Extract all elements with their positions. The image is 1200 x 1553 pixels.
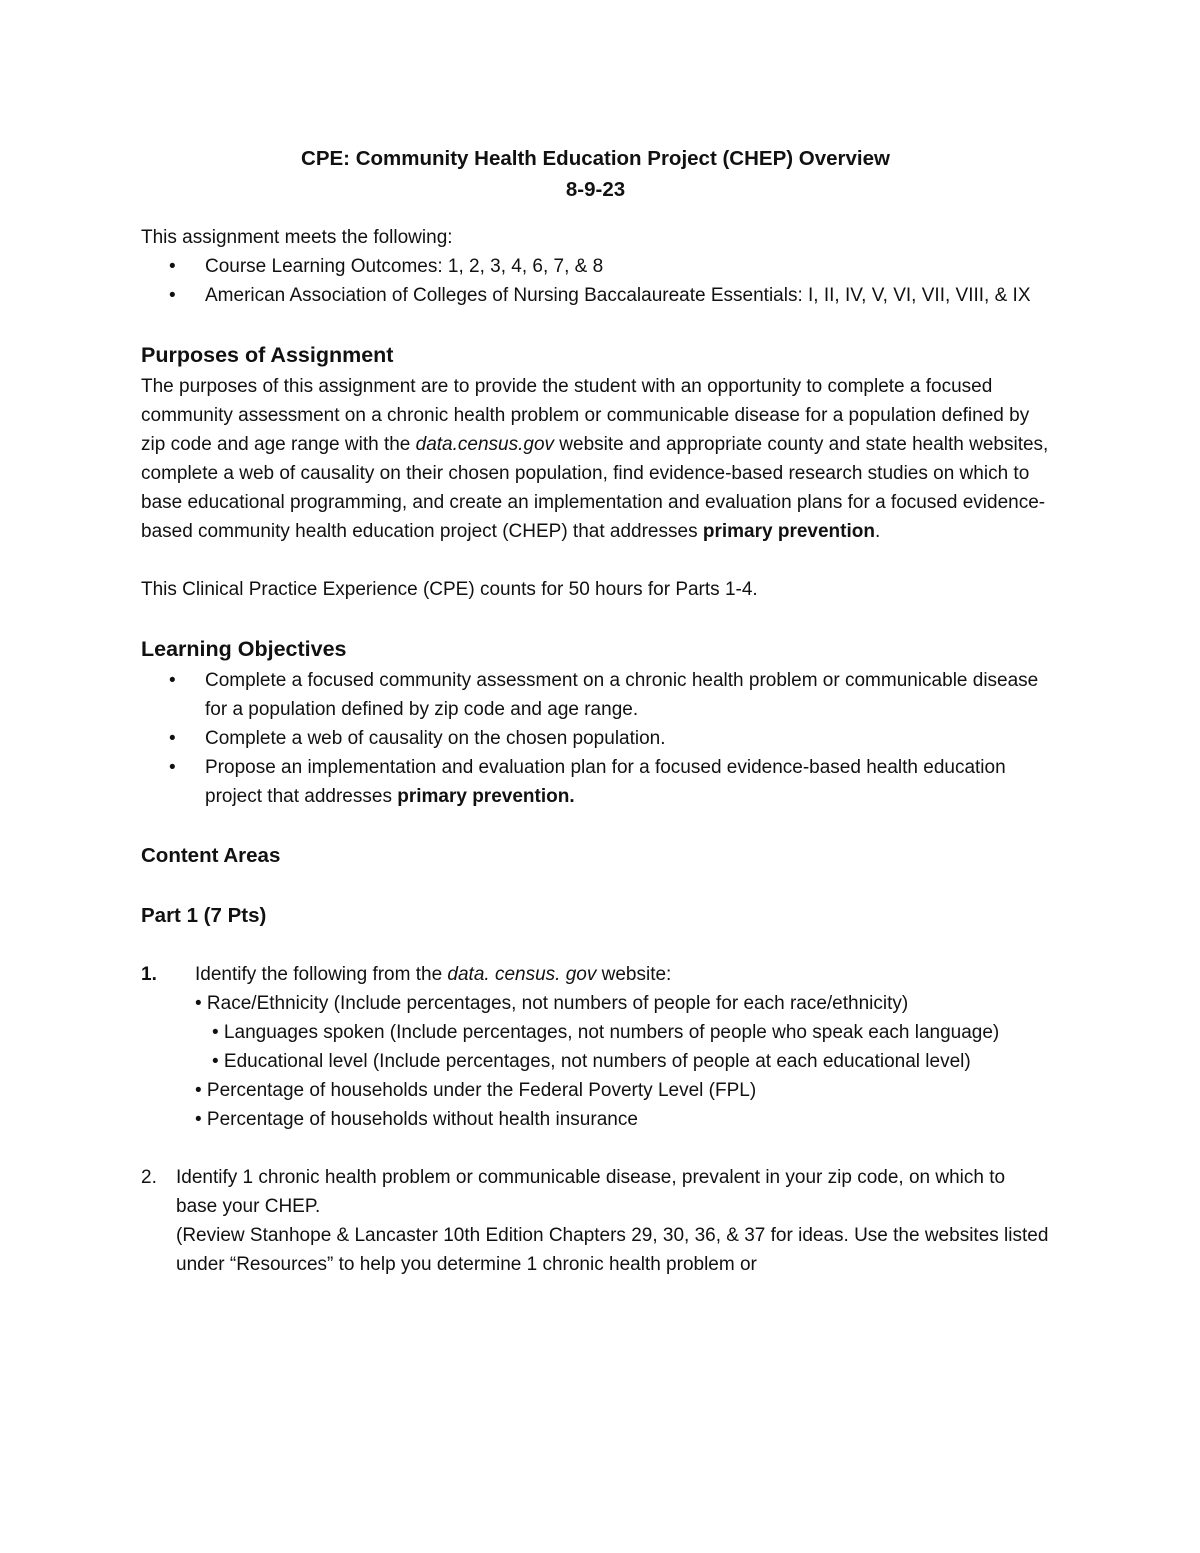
objectives-heading: Learning Objectives bbox=[141, 637, 347, 661]
question-number: 1. bbox=[141, 964, 157, 985]
list-item: • American Association of Colleges of Nursing Baccalaureate Essentials: I, II, IV, V, VI, VII, VIII, & IX bbox=[141, 281, 1050, 310]
document-date: 8-9-23 bbox=[565, 178, 626, 201]
hours-paragraph: This Clinical Practice Experience (CPE) counts for 50 hours for Parts 1-4. bbox=[141, 579, 758, 600]
document-title: CPE: Community Health Education Project (CHEP) Overview bbox=[301, 147, 890, 170]
bullet-icon: • bbox=[169, 256, 176, 277]
purposes-paragraph: The purposes of this assignment are to provide the student with an opportunity to complete a focused community assessment on a chronic health problem or communicable disease for a population defined by zip code and age range with the data.census.gov website and appropriate county and state health websites, complete a web of causality on their chosen population, find evidence-based research studies on which to base educational programming, and create an implementation and evaluation plans for a focused evidence-based community health education project (CHEP) that addresses primary prevention. bbox=[141, 376, 1049, 542]
list-item: • Languages spoken (Include percentages, not numbers of people who speak each language) bbox=[212, 1022, 1000, 1043]
question-text: Identify 1 chronic health problem or communicable disease, prevalent in your zip code, on which to base your CHEP. bbox=[176, 1167, 1006, 1217]
part1-heading: Part 1 (7 Pts) bbox=[141, 904, 267, 927]
meets-list bbox=[141, 252, 1050, 310]
intro-text: This assignment meets the following: bbox=[141, 227, 453, 248]
list-item: • Percentage of households without health insurance bbox=[195, 1109, 638, 1130]
bullet-icon: • bbox=[169, 670, 176, 691]
question-text: Identify the following from the data. census. gov website: bbox=[195, 964, 672, 985]
list-item: • Race/Ethnicity (Include percentages, not numbers of people for each race/ethnicity) bbox=[195, 993, 909, 1014]
question-1 bbox=[141, 960, 1050, 1134]
bullet-icon: • bbox=[169, 285, 176, 306]
purposes-heading: Purposes of Assignment bbox=[141, 343, 394, 367]
list-item: • Complete a web of causality on the chosen population. bbox=[141, 724, 1050, 753]
bullet-icon: • bbox=[169, 728, 176, 749]
list-item: • Complete a focused community assessment on a chronic health problem or communicable disease for a population defined by zip code and age range. bbox=[141, 666, 1050, 724]
list-item: • Propose an implementation and evaluation plan for a focused evidence-based health education project that addresses primary prevention. bbox=[141, 753, 1050, 811]
list-item: • Educational level (Include percentages, not numbers of people at each educational level) bbox=[212, 1051, 971, 1072]
bullet-icon: • bbox=[169, 757, 176, 778]
question-1-sublist bbox=[195, 989, 1050, 1134]
content-areas-heading: Content Areas bbox=[141, 844, 281, 867]
list-item: • Course Learning Outcomes: 1, 2, 3, 4, 6, 7, & 8 bbox=[141, 252, 1050, 281]
question-number: 2. bbox=[141, 1167, 157, 1188]
question-text-continued: (Review Stanhope & Lancaster 10th Edition Chapters 29, 30, 36, & 37 for ideas. Use the websites listed under “Resources” to help you determine 1 chronic health problem or bbox=[176, 1225, 1049, 1275]
list-item: • Percentage of households under the Federal Poverty Level (FPL) bbox=[195, 1080, 757, 1101]
objectives-list bbox=[141, 666, 1050, 811]
question-2 bbox=[141, 1163, 1050, 1279]
